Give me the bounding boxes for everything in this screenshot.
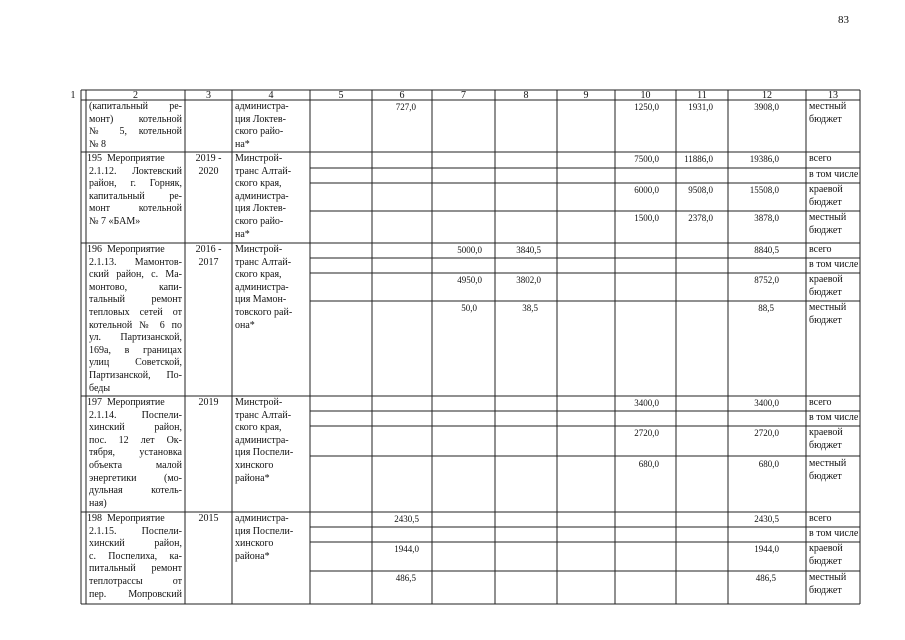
row-197-budget-total: всего (809, 397, 832, 408)
cont-description: (капитальный ре- монт) котельной № 5, котельной № 8 (89, 101, 182, 150)
row-198-description: Мероприятие 2.1.15. Поспели- хинский район, с. Поспелиха, ка- питальный ремонт теплотрассы от пер. Мопровский (89, 513, 182, 600)
cont-executor: администра- ция Локтев- ского райо- на* (235, 101, 289, 150)
header-col-13: 13 (828, 90, 838, 101)
row-198-col12-local: 486,5 (755, 573, 776, 583)
row-196-col8-regional: 3802,0 (516, 275, 541, 285)
header-col-5: 5 (338, 90, 344, 101)
row-197-col10-total: 3400,0 (634, 398, 659, 408)
header-col-2: 2 (133, 90, 138, 101)
row-197-col12-total: 3400,0 (754, 398, 779, 408)
row-195-col12-total: 19386,0 (749, 154, 779, 164)
row-197-col10-local: 680,0 (638, 459, 659, 469)
row-196-col8-total: 3840,5 (516, 245, 541, 255)
row-197-col10-regional: 2720,0 (634, 428, 659, 438)
row-195-budget-local: местный бюджет (809, 212, 847, 236)
row-195-description: Мероприятие 2.1.12. Локтевский район, г. Горняк, капитальный ре- монт котельной № 7 «БАМ» (89, 153, 182, 227)
row-198-budget-incl: в том числе (809, 528, 859, 539)
row-198-number: 198 (87, 513, 102, 524)
header-col-7: 7 (461, 90, 466, 101)
row-195-years: 2019 - 2020 (195, 153, 222, 177)
cont-col13: местный бюджет (809, 101, 847, 125)
row-198-executor: администра- ция Поспели- хинского района* (235, 513, 294, 562)
row-195-budget-regional: краевой бюджет (809, 184, 843, 208)
row-197-col12-local: 680,0 (758, 459, 779, 469)
row-195-col12-regional: 15508,0 (749, 185, 779, 195)
row-195-col11-regional: 9508,0 (688, 185, 713, 195)
header-col-9: 9 (583, 90, 589, 101)
row-196-budget-incl: в том числе (809, 259, 859, 270)
row-195-col10-regional: 6000,0 (634, 185, 659, 195)
cont-col6: 727,0 (395, 102, 416, 112)
cont-col12: 3908,0 (754, 102, 779, 112)
header-col-1: 1 (70, 90, 76, 101)
header-col-8: 8 (523, 90, 529, 101)
row-196-col12-total: 8840,5 (754, 245, 779, 255)
row-196-description: Мероприятие 2.1.13. Мамонтов- ский район, с. Ма- монтово, капи- тальный ремонт тепловых сетей от котельной № 6 по ул. Партизанской, 169а, в границах улиц Советской, Партизанской, По- беды (89, 244, 182, 394)
row-198-col6-local: 486,5 (395, 573, 416, 583)
header-col-12: 12 (762, 90, 772, 101)
row-195-budget-incl: в том числе (809, 169, 859, 180)
row-195-col10-total: 7500,0 (634, 154, 659, 164)
row-197-executor: Минстрой- транс Алтай- ского края, администра- ция Поспели- хинского района* (235, 397, 294, 484)
row-198-col12-total: 2430,5 (754, 514, 779, 524)
header-col-6: 6 (399, 90, 405, 101)
row-195-col12-local: 3878,0 (754, 213, 779, 223)
row-195-col11-local: 2378,0 (688, 213, 713, 223)
row-195-number: 195 (87, 153, 102, 164)
row-198-budget-regional: краевой бюджет (809, 543, 843, 567)
row-196-col7-regional: 4950,0 (457, 275, 482, 285)
row-198-col6-regional: 1944,0 (394, 544, 419, 554)
row-198-years: 2015 (198, 513, 219, 524)
row-197-budget-incl: в том числе (809, 412, 859, 423)
header-col-11: 11 (697, 90, 707, 101)
row-196-col8-local: 38,5 (522, 303, 538, 313)
row-196-number: 196 (87, 244, 102, 255)
row-197-budget-regional: краевой бюджет (809, 427, 843, 451)
row-197-description: Мероприятие 2.1.14. Поспели- хинский район, пос. 12 лет Ок- тября, установка объекта малой энергетики (мо- дульная котель- ная) (89, 397, 182, 509)
header-col-10: 10 (640, 90, 651, 101)
page-number: 83 (838, 14, 849, 26)
row-195-col10-local: 1500,0 (634, 213, 659, 223)
row-196-budget-local: местный бюджет (809, 302, 847, 326)
row-198-budget-local: местный бюджет (809, 572, 847, 596)
cont-col11: 1931,0 (688, 102, 713, 112)
row-197-number: 197 (87, 397, 102, 408)
row-197-budget-local: местный бюджет (809, 458, 847, 482)
row-196-years: 2016 - 2017 (195, 244, 222, 268)
row-196-col7-total: 5000,0 (457, 245, 482, 255)
row-195-budget-total: всего (809, 153, 832, 164)
row-196-budget-total: всего (809, 244, 832, 255)
header-col-4: 4 (268, 90, 274, 101)
row-195-col11-total: 11886,0 (684, 154, 713, 164)
row-198-col12-regional: 1944,0 (754, 544, 779, 554)
row-196-col12-local: 88,5 (758, 303, 774, 313)
row-196-col12-regional: 8752,0 (754, 275, 779, 285)
row-197-years: 2019 (198, 397, 219, 408)
row-196-col7-local: 50,0 (461, 303, 477, 313)
row-198-budget-total: всего (809, 513, 832, 524)
header-col-3: 3 (206, 90, 211, 101)
row-198-col6-total: 2430,5 (394, 514, 419, 524)
row-197-col12-regional: 2720,0 (754, 428, 779, 438)
row-196-executor: Минстрой- транс Алтай- ского края, администра- ция Мамон- товского рай- она* (235, 244, 293, 331)
cont-col10: 1250,0 (634, 102, 659, 112)
row-196-budget-regional: краевой бюджет (809, 274, 843, 298)
row-195-executor: Минстрой- транс Алтай- ского края, администра- ция Локтев- ского райо- на* (235, 153, 292, 240)
